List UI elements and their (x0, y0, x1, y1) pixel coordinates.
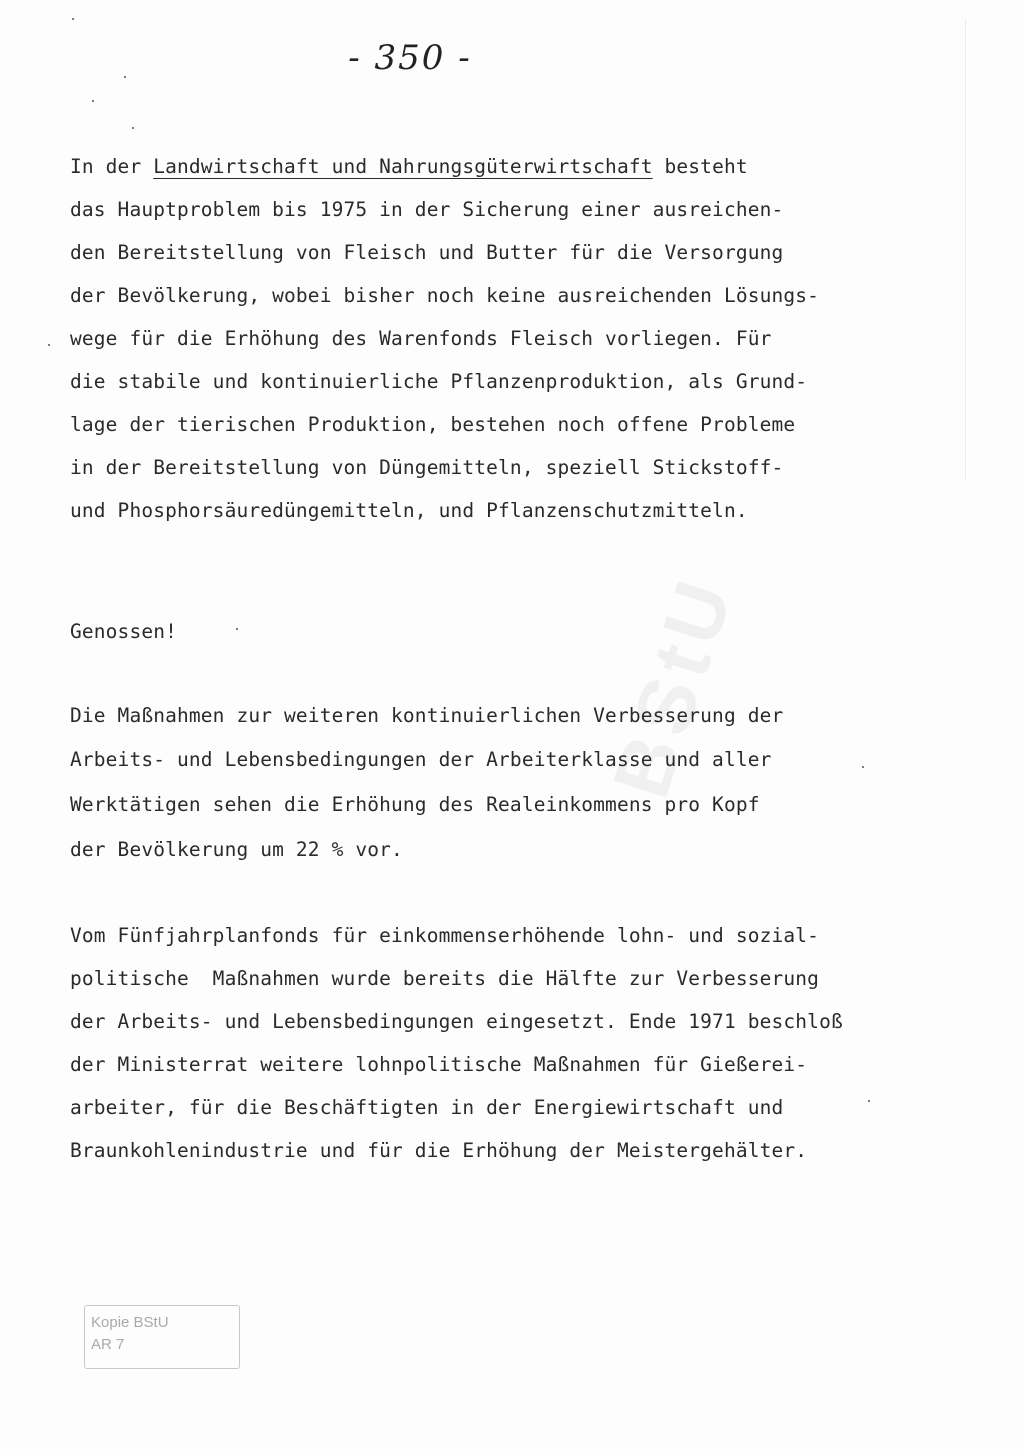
paragraph-line: das Hauptproblem bis 1975 in der Sicherung einer ausreichen- (70, 198, 784, 221)
scan-speck (48, 344, 50, 346)
scan-speck (862, 766, 864, 768)
paragraph-line: und Phosphorsäuredüngemitteln, und Pflanzenschutzmitteln. (70, 499, 748, 522)
bstu-watermark: BStU (595, 563, 751, 808)
paragraph-line: Braunkohlenindustrie und für die Erhöhung der Meistergehälter. (70, 1139, 808, 1162)
salutation: Genossen! (70, 620, 178, 643)
scan-speck (92, 100, 94, 102)
paragraph-line: Arbeits- und Lebensbedingungen der Arbeiterklasse und aller (70, 748, 772, 771)
paragraph-line: lage der tierischen Produktion, bestehen noch offene Probleme (70, 413, 796, 436)
scan-speck (124, 76, 126, 78)
paragraph-line: wege für die Erhöhung des Warenfonds Fleisch vorliegen. Für (70, 327, 772, 350)
scan-speck (72, 18, 74, 20)
stamp-line: AR 7 (91, 1336, 125, 1353)
bstu-copy-stamp (84, 1305, 240, 1369)
paragraph-line: der Bevölkerung, wobei bisher noch keine ausreichenden Lösungs- (70, 284, 820, 307)
paragraph-line: Vom Fünfjahrplanfonds für einkommenserhöhende lohn- und sozial- (70, 924, 820, 947)
paragraph-line: In der Landwirtschaft und Nahrungsgüterwirtschaft besteht (70, 155, 748, 178)
paragraph-line: der Bevölkerung um 22 % vor. (70, 838, 403, 861)
paragraph-line: in der Bereitstellung von Düngemitteln, speziell Stickstoff- (70, 456, 784, 479)
paragraph-line: die stabile und kontinuierliche Pflanzenproduktion, als Grund- (70, 370, 808, 393)
scan-speck (236, 628, 238, 630)
paragraph-line: arbeiter, für die Beschäftigten in der Energiewirtschaft und (70, 1096, 784, 1119)
underlined-term: Landwirtschaft und Nahrungsgüterwirtschaft (153, 155, 653, 178)
scan-speck (132, 127, 134, 129)
stamp-line: Kopie BStU (91, 1314, 169, 1331)
paragraph-line: der Ministerrat weitere lohnpolitische Maßnahmen für Gießerei- (70, 1053, 808, 1076)
paragraph-line: den Bereitstellung von Fleisch und Butter für die Versorgung (70, 241, 784, 264)
scan-margin-artifact (965, 20, 980, 480)
paragraph-line: Werktätigen sehen die Erhöhung des Realeinkommens pro Kopf (70, 793, 760, 816)
scan-speck (868, 1100, 870, 1102)
paragraph-line: politische Maßnahmen wurde bereits die Hälfte zur Verbesserung (70, 967, 820, 990)
paragraph-line: Die Maßnahmen zur weiteren kontinuierlichen Verbesserung der (70, 704, 784, 727)
paragraph-line: der Arbeits- und Lebensbedingungen eingesetzt. Ende 1971 beschloß (70, 1010, 843, 1033)
page-number: - 350 - (348, 38, 472, 78)
